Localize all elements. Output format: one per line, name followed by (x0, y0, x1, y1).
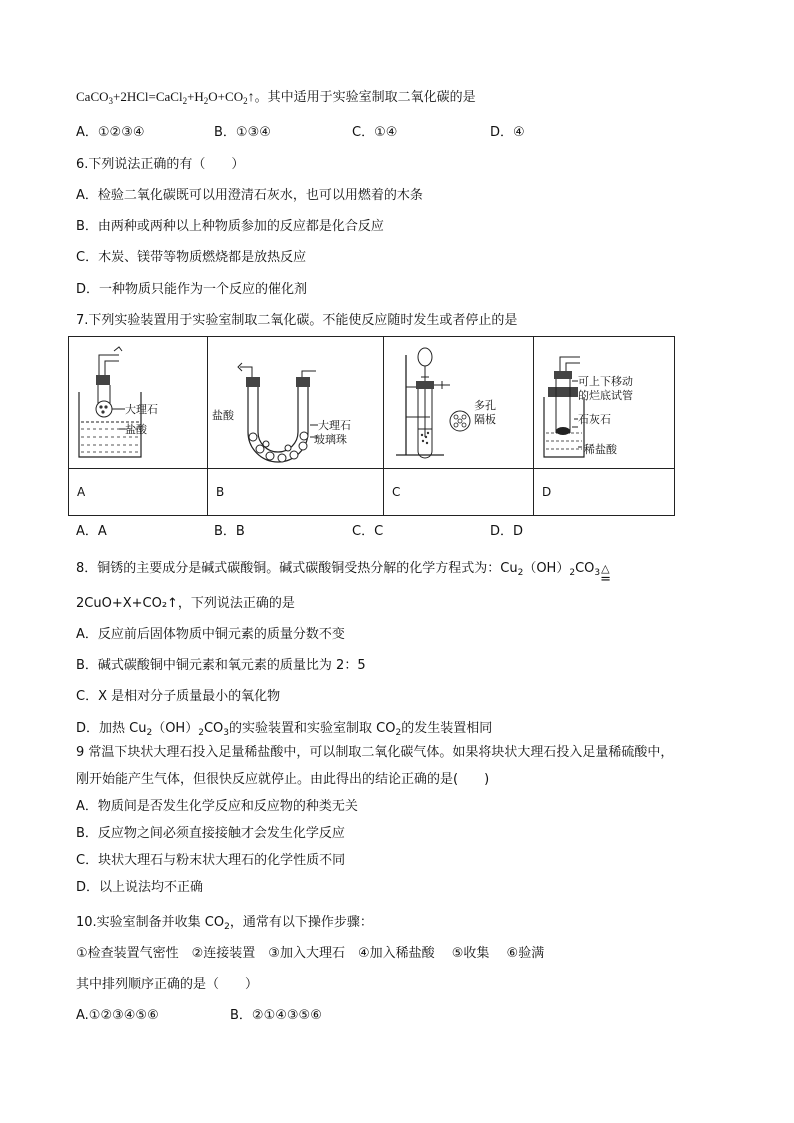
q6-option-c: C．木炭、镁带等物质燃烧都是放热反应 (76, 250, 307, 265)
q5-question-text: 。其中适用于实验室制取二氧化碳的是 (254, 90, 476, 105)
label-xiyansuan: 稀盐酸 (584, 443, 617, 456)
q5-eq-part: CaCO (76, 89, 109, 104)
q6-option-a: A．检验二氧化碳既可以用澄清石灰水，也可以用燃着的木条 (76, 188, 423, 203)
q8-option-c: C．X 是相对分子质量最小的氧化物 (76, 689, 281, 704)
q9-option-a: A．物质间是否发生化学反应和反应物的种类无关 (76, 799, 358, 814)
q7-option-c: C．C (352, 524, 384, 539)
q10-question: 其中排列顺序正确的是（ ） (76, 977, 259, 992)
apparatus-d-drawing (534, 337, 677, 468)
q5-eq-part: +2HCl=CaCl (113, 89, 183, 104)
subscript: 3 (594, 568, 601, 578)
q5-eq-part: +H (187, 89, 204, 104)
caption-a: A (69, 469, 208, 516)
subscript: 2 (198, 728, 204, 738)
label-yansuan: 盐酸 (125, 423, 147, 436)
q7-stem: 7.下列实验装置用于实验室制取二氧化碳。不能使反应随时发生或者停止的是 (76, 313, 518, 328)
gas-arrow-icon: ↑ (247, 90, 255, 105)
label-bolizhu: 玻璃珠 (314, 433, 347, 446)
apparatus-b-cell (208, 337, 384, 469)
apparatus-c-cell (384, 337, 534, 469)
q10-stem (76, 914, 373, 932)
q5-eq-part: O+CO (208, 89, 244, 104)
subscript: 2 (569, 568, 576, 578)
subscript: 3 (223, 728, 229, 738)
q5-option-b: B．①③④ (214, 125, 271, 140)
q9-option-d: D．以上说法均不正确 (76, 880, 204, 895)
q7-option-d: D．D (490, 524, 524, 539)
q8-d-text: （OH） (152, 721, 199, 736)
label-duokong: 多孔 (474, 399, 496, 412)
apparatus-d-cell (534, 337, 675, 469)
q8-d-text: 的发生装置相同 (401, 721, 493, 736)
q5-option-c: C．①④ (352, 125, 398, 140)
q10-text: ，通常有以下操作步骤： (229, 915, 373, 930)
apparatus-b-drawing (208, 337, 383, 468)
subscript: 3 (108, 96, 113, 106)
q8-text: 8．铜锈的主要成分是碱式碳酸铜。碱式碳酸铜受热分解的化学方程式为：Cu (76, 561, 518, 576)
label-dalishi: 大理石 (125, 403, 158, 416)
label-geban: 隔板 (474, 413, 496, 426)
subscript: 2 (146, 728, 153, 738)
q8-option-b: B．碱式碳酸铜中铜元素和氧元素的质量比为 2：5 (76, 658, 366, 673)
q8-stem-line1: 8．铜锈的主要成分是碱式碳酸铜。碱式碳酸铜受热分解的化学方程式为：$Cu_2(OH)_2CO_3$ △ = (76, 561, 612, 587)
label-yansuan: 盐酸 (212, 409, 234, 422)
q7-option-a: A．A (76, 524, 107, 539)
label-movable: 可上下移动 (578, 375, 633, 388)
q5-option-a: A．①②③④ (76, 125, 145, 140)
q8-option-a: A．反应前后固体物质中铜元素的质量分数不变 (76, 627, 345, 642)
subscript: 2 (243, 96, 248, 106)
apparatus-a-cell (69, 337, 208, 469)
q6-stem: 6.下列说法正确的有（ ） (76, 157, 245, 172)
caption-c: C (384, 469, 534, 516)
q10-option-b: B．②①④③⑤⑥ (230, 1008, 322, 1023)
label-dalishi: 大理石 (318, 419, 351, 432)
q5-option-d: D．④ (490, 125, 525, 140)
q5-equation-line (76, 88, 476, 107)
q10-text: 10.实验室制备并收集 CO (76, 915, 225, 930)
q10-option-a: A.①②③④⑤⑥ (76, 1008, 159, 1023)
q8-d-text: CO (203, 721, 224, 736)
q8-d-text: 的实验装置和实验室制取 CO (229, 721, 396, 736)
q8-text: CO (575, 561, 595, 576)
heat-triangle-icon: △ (601, 562, 610, 575)
subscript: 2 (395, 728, 402, 738)
q10-steps: ①检查装置气密性 ②连接装置 ③加入大理石 ④加入稀盐酸 ⑤收集 ⑥验满 (76, 946, 545, 961)
apparatus-c-drawing (384, 337, 533, 468)
caption-d: D (534, 469, 675, 516)
q9-stem-line1: 9 常温下块状大理石投入足量稀盐酸中，可以制取二氧化碳气体。如果将块状大理石投入足量稀硫酸中， (76, 745, 674, 760)
q8-text: （OH） (523, 561, 570, 576)
q9-stem-line2: 刚开始能产生气体，但很快反应就停止。由此得出的结论正确的是( ) (76, 772, 490, 787)
label-shihuishi: 石灰石 (578, 413, 611, 426)
q7-option-b: B．B (214, 524, 245, 539)
caption-b: B (208, 469, 384, 516)
q8-d-text: D．加热 Cu (76, 721, 147, 736)
subscript: 2 (182, 96, 188, 106)
subscript: 2 (224, 922, 230, 932)
q8-stem-line2: 2CuO+X+CO₂↑，下列说法正确的是 (76, 596, 295, 611)
q6-option-d: D．一种物质只能作为一个反应的催化剂 (76, 282, 308, 297)
q8-option-d (76, 720, 492, 738)
label-broken-tube: 的烂底试管 (578, 389, 633, 402)
q7-apparatus-table (68, 336, 675, 516)
subscript: 2 (517, 568, 524, 578)
q9-option-b: B．反应物之间必须直接接触才会发生化学反应 (76, 826, 345, 841)
q9-option-c: C．块状大理石与粉末状大理石的化学性质不同 (76, 853, 346, 868)
apparatus-a-drawing (69, 337, 207, 468)
q6-option-b: B．由两种或两种以上种物质参加的反应都是化合反应 (76, 219, 384, 234)
subscript: 2 (203, 96, 209, 106)
